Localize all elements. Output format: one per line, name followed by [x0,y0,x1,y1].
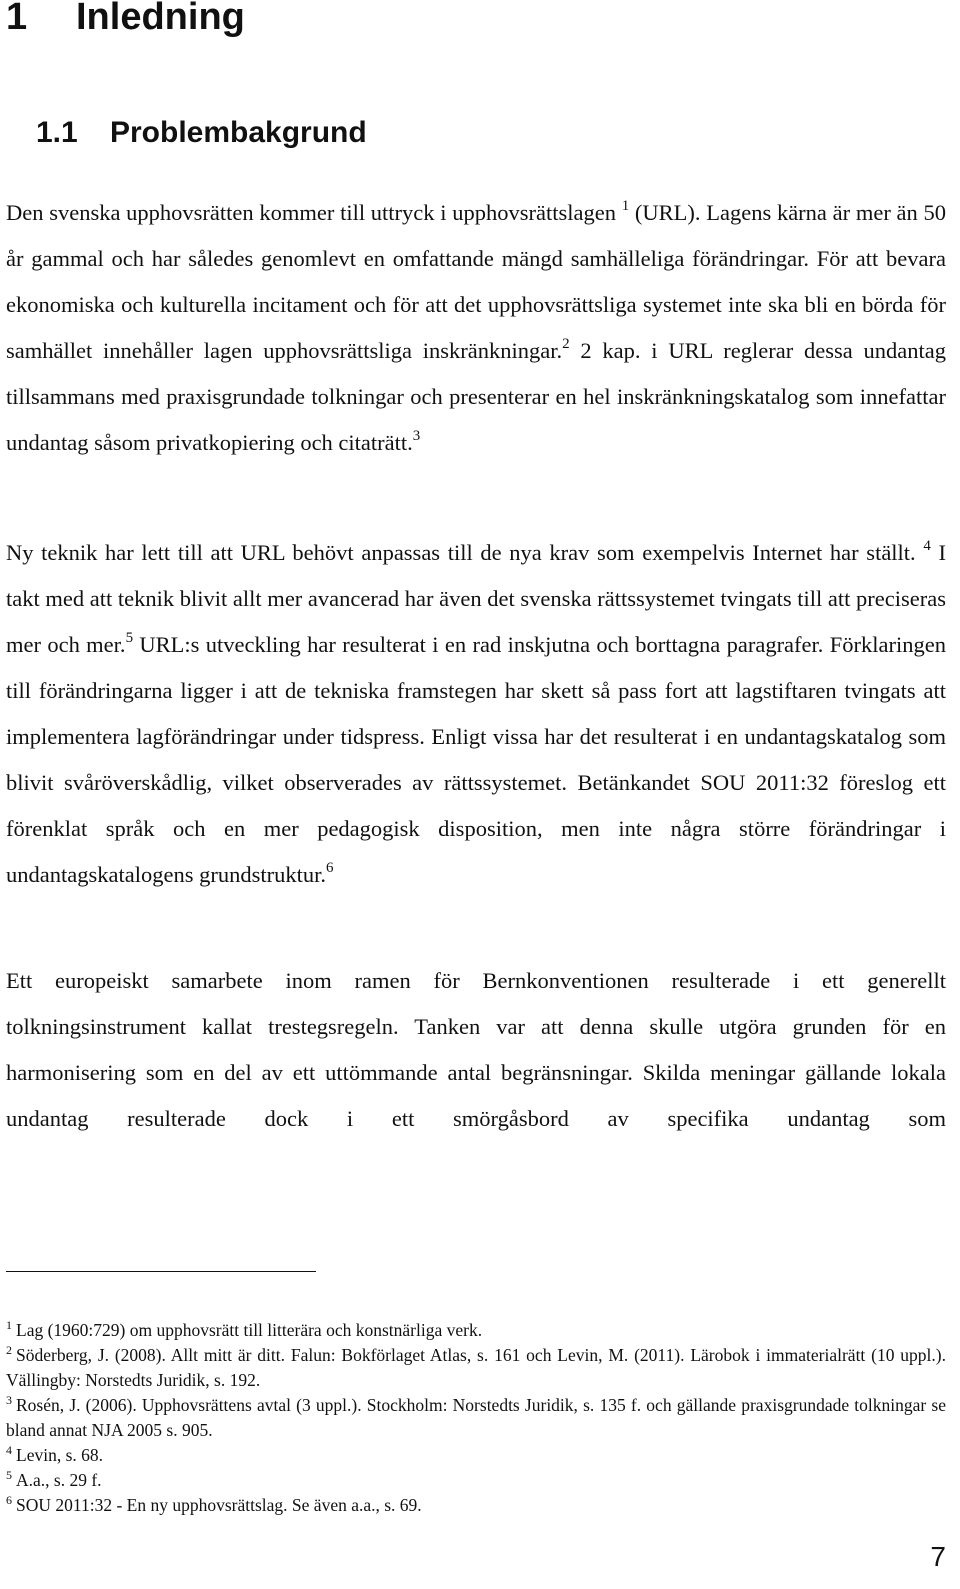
footnote-number: 1 [6,1318,12,1332]
footnote-number: 5 [6,1468,12,1482]
section-number: 1.1 [36,116,78,149]
paragraph-2 [6,530,946,898]
paragraph-text: (URL). Lagens kärna är mer än 50 år gammal och har således genomlevt en omfattande mängd samhälleliga förändringar. För att bevara ekonomiska och kulturella incitament och för att det upphovsrättsliga systemet inte ska bli en börda för samhället innehåller lagen upphovsrättsliga inskränkningar. [6,200,947,363]
footnote-ref[interactable]: 4 [923,538,931,554]
footnote-ref[interactable]: 1 [621,198,630,214]
footnote-text: Rosén, J. (2006). Upphovsrättens avtal (3 uppl.). Stockholm: Norstedts Juridik, s. 135 f. och gällande praxisgrundade tolkningar se bland annat NJA 2005 s. 905. [6,1395,946,1440]
footnote-text: Söderberg, J. (2008). Allt mitt är ditt. Falun: Bokförlaget Atlas, s. 161 och Levin, M. (2011). Lärobok i immaterialrätt (10 uppl.). Vällingby: Norstedts Juridik, s. 192. [6,1345,946,1390]
footnote-text: A.a., s. 29 f. [16,1470,102,1490]
footnote [6,1393,946,1443]
footnote-text: Lag (1960:729) om upphovsrätt till litterära och konstnärliga verk. [16,1320,483,1340]
footnote [6,1318,946,1343]
footnote-text: Levin, s. 68. [16,1445,104,1465]
footnote [6,1343,946,1393]
paragraph-text: I takt med att teknik blivit allt mer avancerad har även det svenska rättssystemet tvingats till att preciseras mer och mer. [6,540,946,657]
footnote-ref[interactable]: 6 [325,860,334,876]
section-heading [36,114,367,152]
footnote-number: 2 [6,1343,12,1357]
footnote-ref[interactable]: 2 [562,336,570,352]
paragraph-3 [6,958,946,1142]
section-title: Problembakgrund [110,116,367,149]
footnote-ref[interactable]: 5 [125,630,134,646]
paragraph-text: URL:s utveckling har resulterat i en rad inskjutna och borttagna paragrafer. Förklaringen till förändringarna ligger i att de tekniska framstegen har skett så pass fort att lagstiftaren tvingats att implementera lagförändringar under tidspress. Enligt vissa har det resulterat i en undantagskatalog som blivit svåröverskådlig, vilket observerades av rättssystemet. Betänkandet SOU 2011:32 föreslog ett förenklat språk och en mer pedagogisk disposition, men inte några större förändringar i undantagskatalogens grundstruktur. [6,632,946,887]
paragraph-text: Den svenska upphovsrätten kommer till uttryck i upphovsrättslagen [6,200,622,225]
chapter-title: Inledning [76,0,245,38]
paragraph-text: 2 kap. i URL reglerar dessa undantag tillsammans med praxisgrundade tolkningar och presenterar en hel inskränkningskatalog som innefattar undantag såsom privatkopiering och citaträtt. [6,338,946,455]
paragraph-1 [6,190,946,466]
footnote [6,1468,946,1493]
footnote-number: 6 [6,1493,12,1507]
footnote [6,1443,946,1468]
footnote-text: SOU 2011:32 - En ny upphovsrättslag. Se även a.a., s. 69. [16,1495,422,1515]
paragraph-text: Ny teknik har lett till att URL behövt anpassas till de nya krav som exempelvis Internet har ställt. [6,540,924,565]
chapter-heading [6,0,245,40]
chapter-number: 1 [6,0,28,38]
footnote-separator [6,1271,316,1272]
footnote-number: 3 [6,1393,12,1407]
footnote-ref[interactable]: 3 [412,428,421,444]
footnote [6,1493,946,1518]
footnote-number: 4 [6,1443,12,1457]
paragraph-text: Ett europeiskt samarbete inom ramen för Bernkonventionen resulterade i ett generellt tolkningsinstrument kallat trestegsregeln. Tanken var att denna skulle utgöra grunden för en harmonisering som en del av ett uttömmande antal begränsningar. Skilda meningar gällande lokala undantag resulterade dock i ett smörgåsbord av specifika undantag som [6,968,946,1131]
page-number: 7 [930,1541,946,1572]
footnotes [6,1318,946,1518]
